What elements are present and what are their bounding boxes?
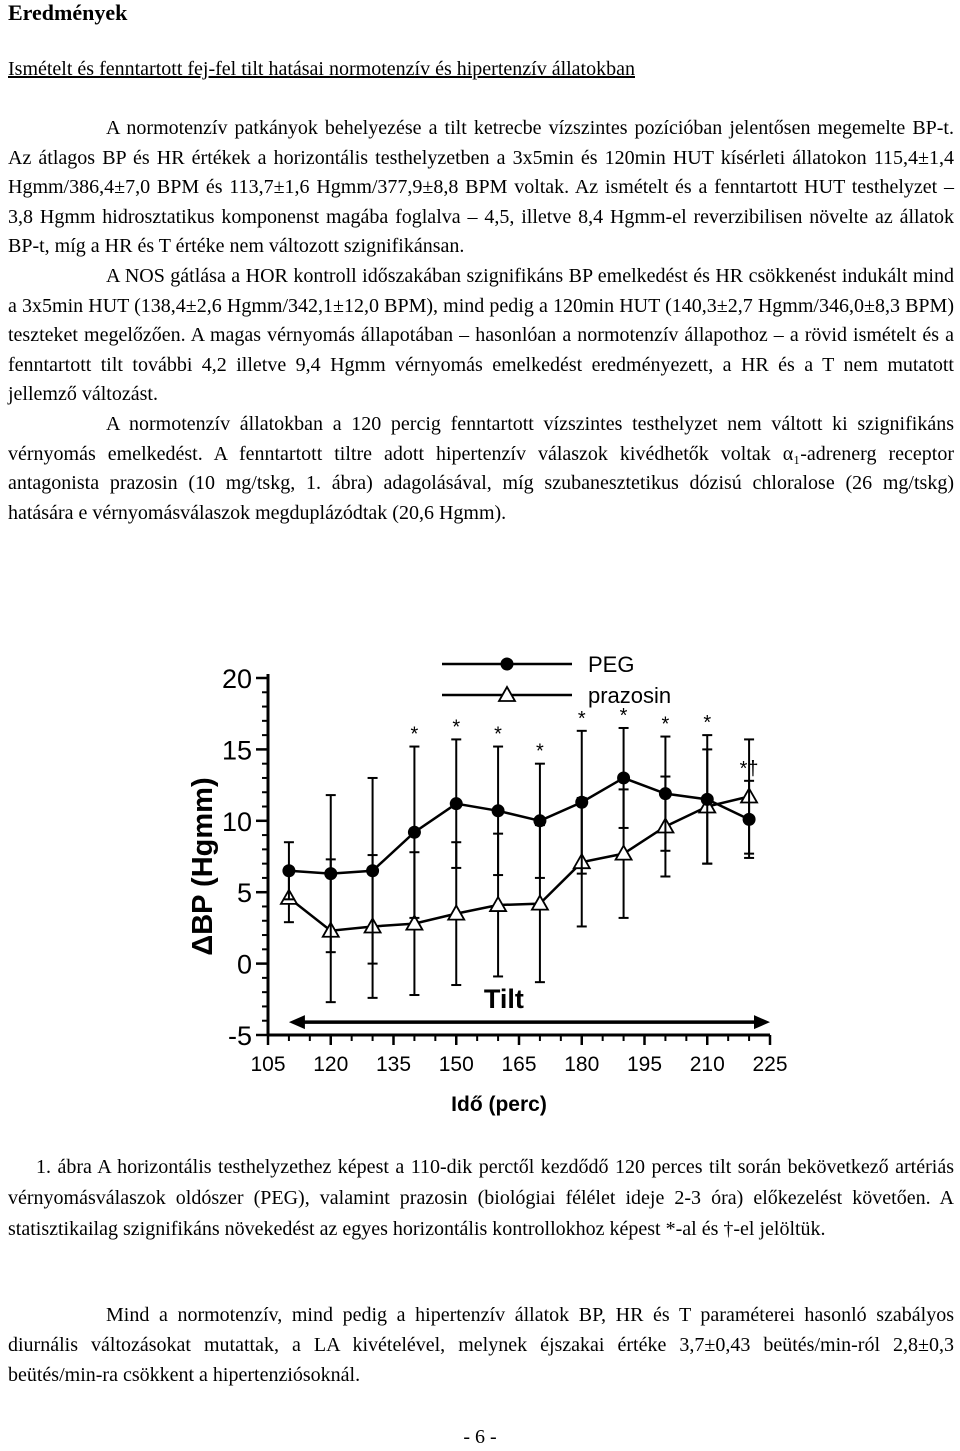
significance-marker: *: [703, 712, 712, 735]
legend-peg-marker: [501, 658, 514, 671]
tilt-label: Tilt: [483, 984, 524, 1015]
significance-marker: *: [494, 723, 502, 746]
significance-marker: *: [577, 707, 586, 730]
x-tick-label: 180: [564, 1053, 600, 1076]
legend-peg-label: PEG: [588, 652, 635, 677]
significance-marker: *: [452, 716, 461, 739]
section-heading: Eredmények: [8, 0, 128, 25]
peg-point: [408, 826, 421, 839]
y-tick-label: 0: [236, 949, 252, 980]
paragraph-3: A normotenzív állatokban a 120 percig fenntartott vízszintes testhelyzet nem váltott ki szignifikáns vérnyomás emelkedést. A fenntartott tiltre adott hipertenzív válaszok kivédhetők voltak α₁-adrenerg receptor antagonista prazosin (10 mg/tskg, 1. ábra) adagolásával, míg szubanesztetikus dózisú chloralose (26 mg/tskg) hatására e vérnyomásválaszok megduplázódtak (20,6 Hgmm).: [8, 412, 954, 524]
page-number: - 6 -: [463, 1426, 497, 1448]
body-text-2: [8, 1300, 954, 1390]
significance-marker: *: [661, 713, 670, 736]
section-subheading: Ismételt és fenntartott fej-fel tilt hatásai normotenzív és hipertenzív állatokban: [8, 58, 635, 80]
peg-point: [282, 864, 295, 877]
peg-point: [450, 797, 463, 810]
peg-point: [743, 813, 756, 826]
significance-marker: *: [619, 704, 628, 727]
y-tick-label: 15: [221, 735, 252, 766]
y-tick-label: -5: [227, 1021, 252, 1051]
x-tick-label: 195: [626, 1053, 663, 1076]
peg-point: [575, 796, 588, 809]
body-text: [8, 114, 954, 528]
y-tick-label: 10: [221, 806, 252, 837]
figure-1-chart: [180, 648, 788, 1118]
tilt-arrow-right-head: [754, 1015, 770, 1029]
paragraph-4: Mind a normotenzív, mind pedig a hipertenzív állatok BP, HR és T paraméterei hasonló szabályos diurnális változásokat mutattak, a LA kivételével, melynek éjszakai értéke 3,7±0,43 beütés/min-ról 2,8±0,3 beütés/min-ra csökkent a hipertenziósoknál.: [8, 1304, 954, 1386]
y-tick-label: 5: [236, 878, 252, 909]
tilt-arrow-left-head: [289, 1015, 305, 1029]
x-tick-label: 150: [438, 1053, 474, 1076]
figure-caption: [8, 1152, 954, 1246]
caption-text: 1. ábra A horizontális testhelyzethez képest a 110-dik perctől kezdődő 120 perces tilt során bekövetkező artériás vérnyomásválaszok oldószer (PEG), valamint prazosin (biológiai félélet ideje 2-3 óra) előkezelést követően. A statisztikailag szignifikáns növekedést az egyes horizontális kontrollokhoz képest *-al és †-el jelöltük.: [8, 1156, 954, 1241]
x-tick-label: 120: [313, 1053, 349, 1076]
peg-point: [324, 867, 337, 880]
peg-series-line: [289, 778, 749, 874]
y-tick-label: 20: [221, 664, 252, 694]
significance-marker: *: [536, 740, 544, 763]
paragraph-1: A normotenzív patkányok behelyezése a tilt ketrecbe vízszintes pozícióban jelentősen megemelte BP-t. Az átlagos BP és HR értékek a horizontális testhelyzetben a 3x5min és 120min HUT kísérleti állatokon 115,4±1,4 Hgmm/386,4±7,0 BPM és 113,7±1,6 Hgmm/377,9±8,8 BPM voltak. Az ismételt és a fenntartott HUT testhelyzet – 3,8 Hgmm hidrosztatikus komponenst magába foglalva – 4,5, illetve 8,4 Hgmm-el reverzibilisen növelte az állatok BP-t, míg a HR és T értéke nem változott szignifikánsan.: [8, 117, 954, 258]
x-axis-label: Idő (perc): [451, 1093, 547, 1116]
peg-point: [659, 787, 672, 800]
x-tick-label: 165: [501, 1053, 537, 1076]
peg-point: [366, 864, 379, 877]
y-axis-label: ΔBP (Hgmm): [187, 777, 219, 956]
x-tick-label: 105: [250, 1053, 286, 1076]
significance-marker: *: [410, 723, 419, 746]
significance-marker: *†: [739, 757, 759, 780]
peg-point: [533, 814, 546, 827]
peg-point: [617, 771, 630, 784]
x-tick-label: 210: [689, 1053, 725, 1076]
x-tick-label: 135: [375, 1053, 412, 1076]
prazosin-point: [616, 846, 632, 860]
chart-svg: [180, 648, 788, 1118]
peg-point: [492, 804, 505, 817]
legend-prazosin-label: prazosin: [588, 683, 672, 708]
peg-point: [701, 793, 714, 806]
paragraph-2: A NOS gátlása a HOR kontroll időszakában szignifikáns BP emelkedést és HR csökkenést indukált mind a 3x5min HUT (138,4±2,6 Hgmm/342,1±12,0 BPM), mind pedig a 120min HUT (140,3±2,7 Hgmm/346,0±8,3 BPM) teszteket megelőzően. A magas vérnyomás állapotában – hasonlóan a normotenzív állapothoz – a rövid ismételt és a fenntartott tilt további 4,2 illetve 9,4 Hgmm vérnyomás emelkedést eredményezett, a HR és a T nem mutatott jellemző változást.: [8, 264, 954, 406]
x-tick-label: 225: [752, 1053, 788, 1076]
